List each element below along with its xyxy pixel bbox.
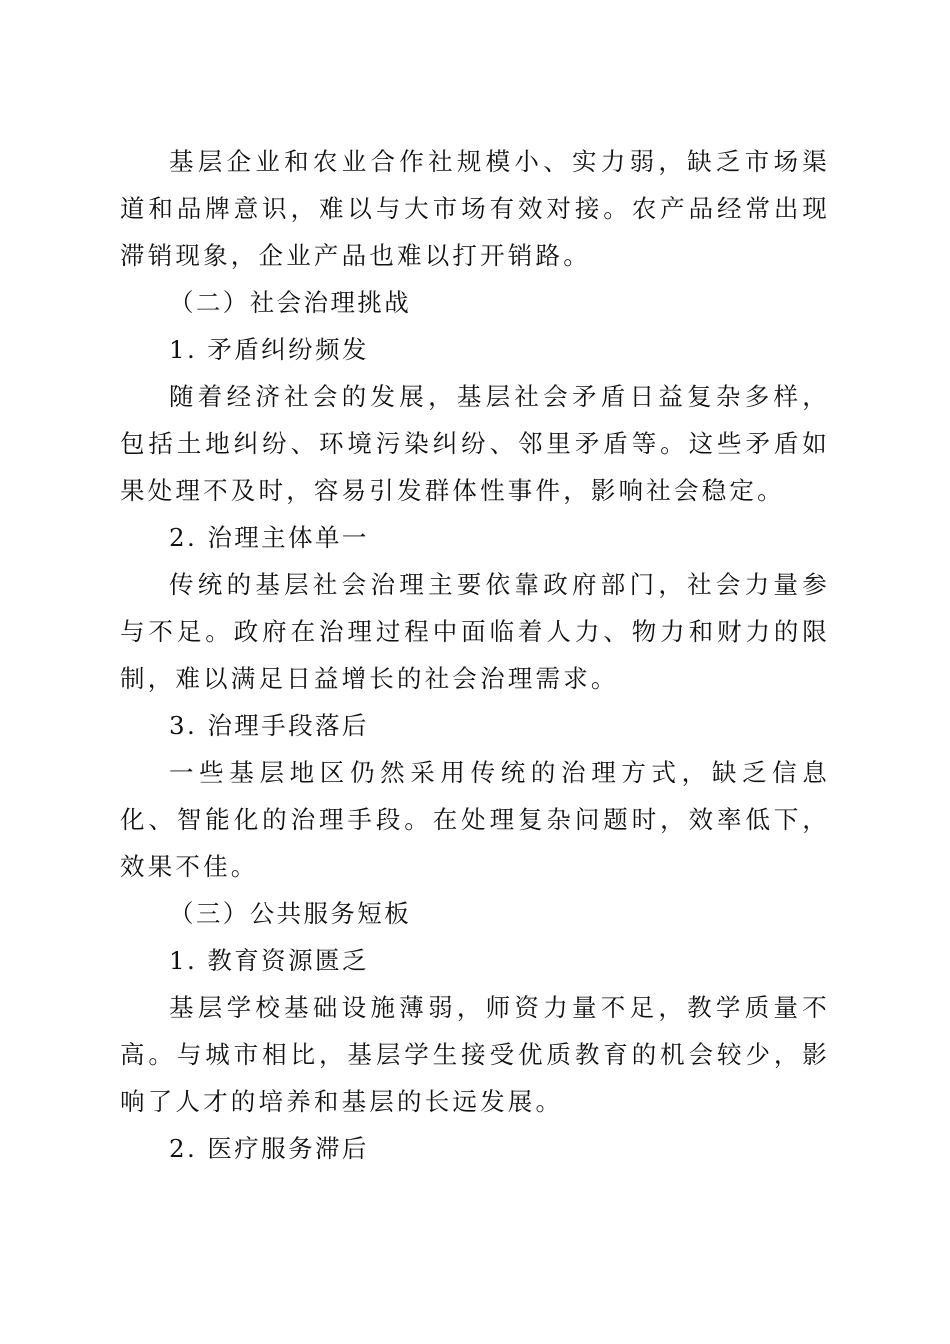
subsection-heading-disputes: 1. 矛盾纠纷频发 (169, 335, 369, 364)
paragraph-market-access: 基层企业和农业合作社规模小、实力弱，缺乏市场渠道和品牌意识，难以与大市场有效对接。农产品经常出现滞销现象，企业产品也难以打开销路。 (120, 147, 830, 270)
subsection-heading-single-actor: 2. 治理主体单一 (169, 523, 369, 552)
paragraph-disputes: 随着经济社会的发展，基层社会矛盾日益复杂多样，包括土地纠纷、环境污染纠纷、邻里矛盾等。这些矛盾如果处理不及时，容易引发群体性事件，影响社会稳定。 (120, 382, 830, 505)
paragraph-education: 基层学校基础设施薄弱，师资力量不足，教学质量不高。与城市相比，基层学生接受优质教育的机会较少，影响了人才的培养和基层的长远发展。 (120, 993, 830, 1116)
section-heading-social-governance: （二）社会治理挑战 (169, 288, 412, 317)
document-page (120, 138, 830, 1172)
subsection-heading-medical: 2. 医疗服务滞后 (169, 1134, 369, 1163)
paragraph-outdated-means: 一些基层地区仍然采用传统的治理方式，缺乏信息化、智能化的治理手段。在处理复杂问题时，效率低下，效果不佳。 (120, 758, 830, 881)
paragraph-single-actor: 传统的基层社会治理主要依靠政府部门，社会力量参与不足。政府在治理过程中面临着人力、物力和财力的限制，难以满足日益增长的社会治理需求。 (120, 570, 830, 693)
subsection-heading-outdated-means: 3. 治理手段落后 (169, 711, 369, 740)
section-heading-public-services: （三）公共服务短板 (169, 899, 412, 928)
subsection-heading-education: 1. 教育资源匮乏 (169, 946, 369, 975)
